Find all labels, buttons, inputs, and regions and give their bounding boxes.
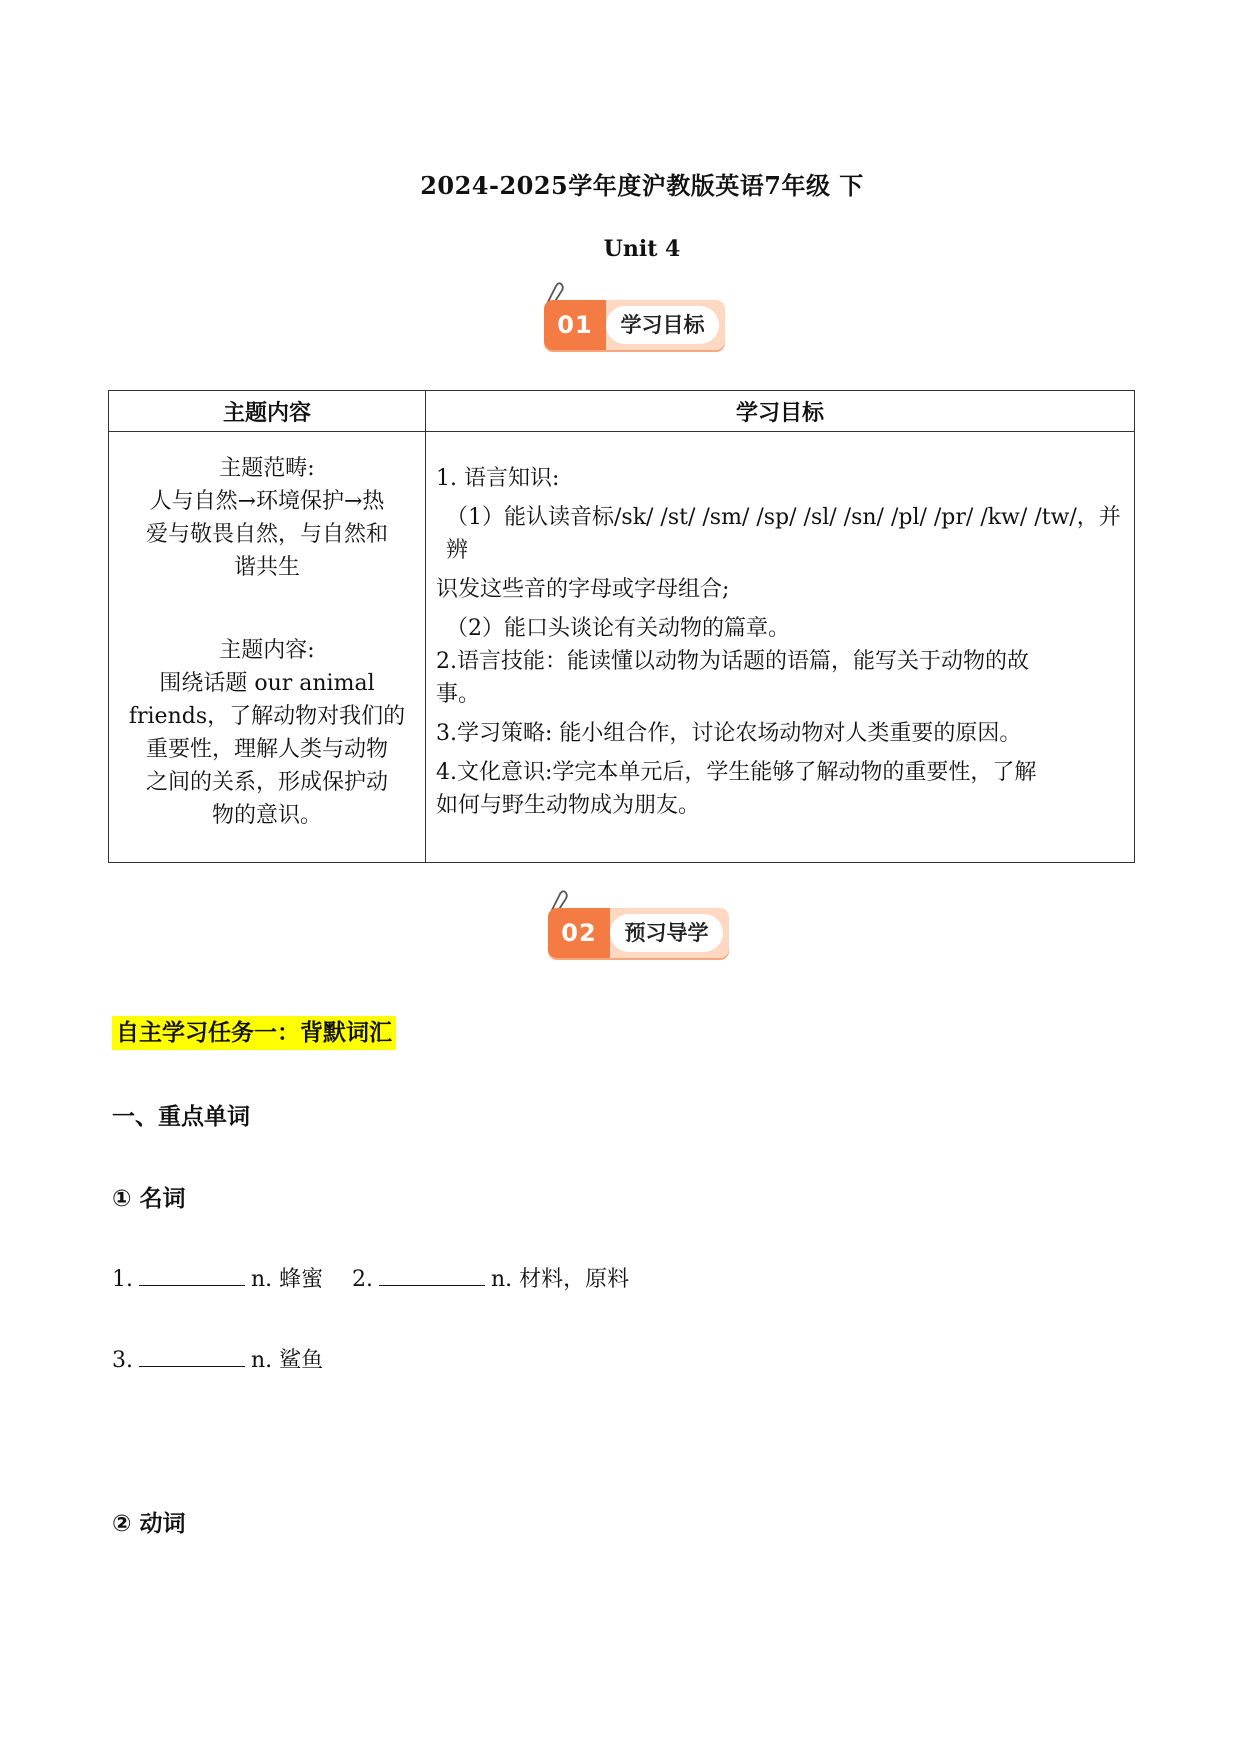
unit-title: Unit 4 xyxy=(603,236,681,262)
vocab-item xyxy=(352,1262,629,1293)
header-topic-content: 主题内容 xyxy=(109,391,426,432)
learning-goals-cell xyxy=(426,432,1135,863)
topic-content-line: 物的意识。 xyxy=(211,803,322,828)
goal-line: （1）能认读音标/sk/ /st/ /sm/ /sp/ /sl/ /sn/ /pl/ /pr/ /kw/ /tw/，并辨 xyxy=(446,505,1121,563)
goal-line: 1. 语言知识: xyxy=(436,466,560,491)
vocab-meaning: n. 材料，原料 xyxy=(491,1267,630,1292)
badge-label: 学习目标 xyxy=(606,306,719,344)
nouns-heading: ① 名词 xyxy=(112,1186,186,1212)
verbs-heading: ② 动词 xyxy=(112,1511,186,1537)
answer-blank[interactable] xyxy=(139,1265,245,1286)
topic-category-line: 爱与敬畏自然，与自然和 xyxy=(145,522,388,547)
vocab-number: 2. xyxy=(352,1267,373,1292)
topic-category-line: 谐共生 xyxy=(233,555,300,580)
goals-table xyxy=(108,390,1135,863)
goal-line: 如何与野生动物成为朋友。 xyxy=(436,793,701,818)
goal-line: 4.文化意识:学完本单元后，学生能够了解动物的重要性，了解 xyxy=(436,760,1037,785)
vocab-number: 3. xyxy=(112,1348,133,1373)
badge-number: 01 xyxy=(544,300,606,350)
topic-content-line: 围绕话题 our animal xyxy=(159,671,375,696)
topic-content-cell xyxy=(109,432,426,863)
topic-content-line: friends，了解动物对我们的 xyxy=(128,704,406,729)
section-badge-goals xyxy=(544,300,725,350)
topic-category-label: 主题范畴: xyxy=(219,456,315,481)
task-heading: 自主学习任务一：背默词汇 xyxy=(112,1016,396,1050)
header-learning-goals: 学习目标 xyxy=(426,391,1135,432)
goal-line: 事。 xyxy=(436,682,481,707)
vocab-meaning: n. 蜂蜜 xyxy=(251,1267,324,1292)
topic-category-line: 人与自然→环境保护→热 xyxy=(149,489,385,514)
vocab-meaning: n. 鲨鱼 xyxy=(251,1348,324,1373)
section-badge-preview xyxy=(548,908,729,958)
topic-content-label: 主题内容: xyxy=(219,638,315,663)
vocab-item xyxy=(112,1262,323,1293)
goal-line: （2）能口头谈论有关动物的篇章。 xyxy=(446,616,790,641)
badge-number: 02 xyxy=(548,908,610,958)
topic-content-line: 之间的关系，形成保护动 xyxy=(145,770,388,795)
section-heading-key-words: 一、重点单词 xyxy=(112,1104,250,1130)
topic-content-line: 重要性，理解人类与动物 xyxy=(145,737,388,762)
answer-blank[interactable] xyxy=(379,1265,485,1286)
vocab-item xyxy=(112,1343,323,1374)
goal-line: 3.学习策略: 能小组合作，讨论农场动物对人类重要的原因。 xyxy=(436,721,1022,746)
vocab-number: 1. xyxy=(112,1267,133,1292)
answer-blank[interactable] xyxy=(139,1346,245,1367)
goal-line: 识发这些音的字母或字母组合; xyxy=(436,577,730,602)
document-title: 2024-2025学年度沪教版英语7年级 下 xyxy=(420,171,864,200)
goal-line: 2.语言技能：能读懂以动物为话题的语篇，能写关于动物的故 xyxy=(436,649,1029,674)
badge-label: 预习导学 xyxy=(610,914,723,952)
